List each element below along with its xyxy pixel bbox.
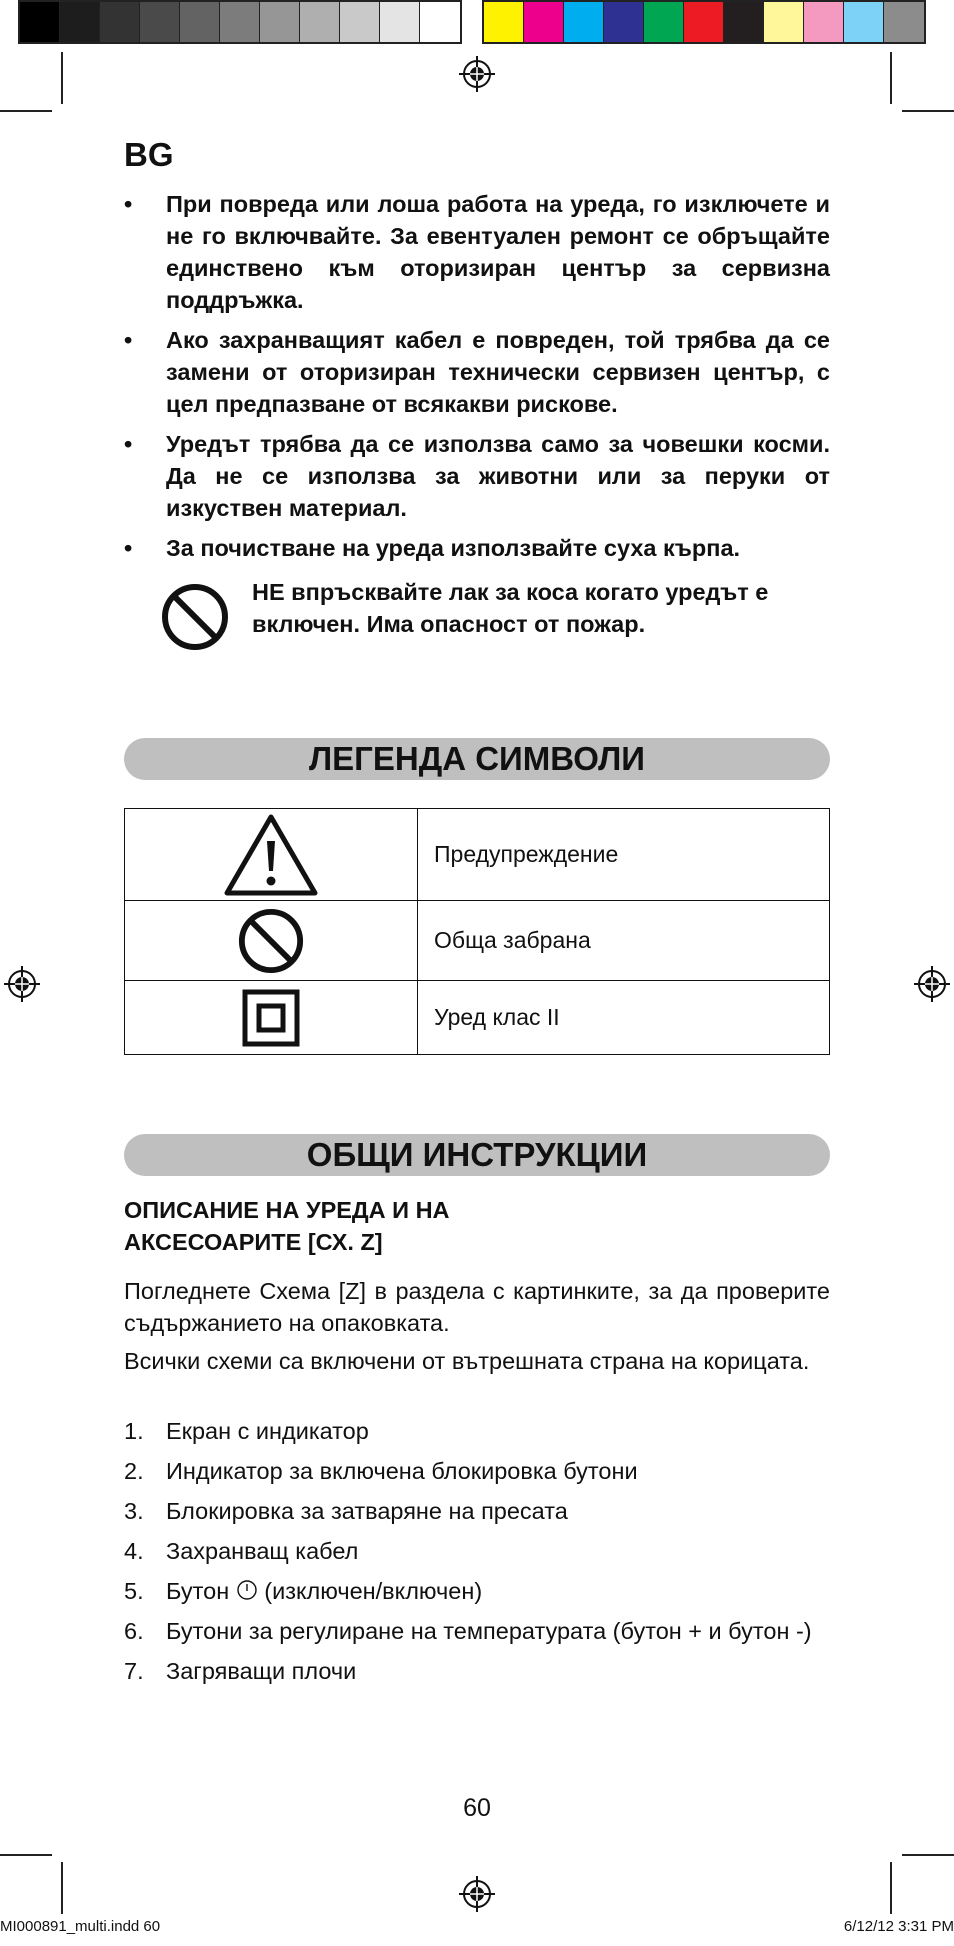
item-number: 7. bbox=[124, 1658, 144, 1684]
paragraph: Погледнете Схема [Z] в раздела с картинките, за да проверите съдържанието на опаковката. bbox=[124, 1278, 830, 1336]
table-cell-icon bbox=[125, 981, 418, 1055]
warning-text: Ако захранващият кабел е повреден, той трябва да се замени от оторизиран технически сервизен център, с цел предпазване от всякакви рискове. bbox=[166, 327, 830, 417]
item-number: 2. bbox=[124, 1458, 144, 1484]
item-text: Бутон bbox=[166, 1578, 230, 1604]
gray-swatch bbox=[100, 2, 140, 42]
date-slug: 6/12/12 3:31 PM bbox=[843, 1918, 954, 1935]
list-item bbox=[124, 1415, 830, 1447]
item-text: Бутони за регулиране на температурата (бутон + и бутон -) bbox=[166, 1618, 812, 1644]
warning-triangle-icon bbox=[223, 813, 319, 897]
list-item bbox=[124, 1655, 830, 1687]
gray-swatch bbox=[60, 2, 100, 42]
crop-mark bbox=[0, 110, 52, 112]
bullet: • bbox=[124, 191, 133, 217]
safety-warnings-list bbox=[124, 188, 830, 572]
table-cell-label: Уред клас II bbox=[418, 981, 830, 1055]
warning-text: За почистване на уреда използвайте суха кърпа. bbox=[166, 535, 741, 561]
heading-line: АКСЕСОАРИТЕ [СХ. Z] bbox=[124, 1229, 383, 1255]
color-swatch bbox=[644, 2, 684, 42]
registration-mark-icon bbox=[914, 966, 950, 1002]
color-swatch bbox=[884, 2, 924, 42]
prohibition-icon bbox=[160, 582, 230, 652]
gray-swatch bbox=[340, 2, 380, 42]
gray-color-bar bbox=[18, 0, 462, 44]
prohibition-icon bbox=[237, 907, 305, 975]
table-cell-icon bbox=[125, 809, 418, 901]
crop-mark bbox=[902, 110, 954, 112]
registration-mark-icon bbox=[459, 56, 495, 92]
heading-line: ОПИСАНИЕ НА УРЕДА И НА bbox=[124, 1197, 450, 1223]
gray-swatch bbox=[260, 2, 300, 42]
color-swatch bbox=[844, 2, 884, 42]
list-item bbox=[124, 532, 830, 564]
gray-swatch bbox=[300, 2, 340, 42]
legend-section-title: ЛЕГЕНДА СИМВОЛИ bbox=[124, 738, 830, 780]
bullet: • bbox=[124, 431, 133, 457]
process-color-bar bbox=[482, 0, 926, 44]
item-text: Екран с индикатор bbox=[166, 1418, 369, 1444]
crop-mark bbox=[0, 1854, 52, 1856]
crop-mark bbox=[61, 1862, 63, 1914]
color-swatch bbox=[804, 2, 844, 42]
device-description-heading bbox=[124, 1194, 624, 1258]
item-text: Загряващи плочи bbox=[166, 1658, 357, 1684]
item-number: 1. bbox=[124, 1418, 144, 1444]
table-cell-label: Предупреждение bbox=[418, 809, 830, 901]
file-slug: MI000891_multi.indd 60 bbox=[0, 1918, 161, 1935]
bullet: • bbox=[124, 327, 133, 353]
item-number: 5. bbox=[124, 1578, 144, 1604]
table-row bbox=[125, 901, 830, 981]
color-swatch bbox=[524, 2, 564, 42]
gray-swatch bbox=[20, 2, 60, 42]
prohibition-note-text: НЕ впръсквайте лак за коса когато уредът е включен. Има опасност от пожар. bbox=[252, 579, 769, 637]
registration-mark-icon bbox=[4, 966, 40, 1002]
item-text: Блокировка за затваряне на пресата bbox=[166, 1498, 568, 1524]
item-number: 3. bbox=[124, 1498, 144, 1524]
table-row bbox=[125, 981, 830, 1055]
instructions-section-title: ОБЩИ ИНСТРУКЦИИ bbox=[124, 1134, 830, 1176]
color-swatch bbox=[684, 2, 724, 42]
crop-mark bbox=[61, 52, 63, 104]
color-swatch bbox=[764, 2, 804, 42]
item-text: Индикатор за включена блокировка бутони bbox=[166, 1458, 638, 1484]
warning-text: При повреда или лоша работа на уреда, го изключете и не го включвайте. За евентуален ремонт се обръщайте единствено към оторизиран център за сервизна поддръжка. bbox=[166, 191, 830, 313]
gray-swatch bbox=[140, 2, 180, 42]
table-row bbox=[125, 809, 830, 901]
color-swatch bbox=[484, 2, 524, 42]
color-swatch bbox=[564, 2, 604, 42]
color-swatch bbox=[724, 2, 764, 42]
list-item bbox=[124, 1575, 830, 1607]
registration-mark-icon bbox=[459, 1876, 495, 1912]
power-icon bbox=[236, 1579, 258, 1601]
paragraph: Всички схеми са включени от вътрешната страна на корицата. bbox=[124, 1348, 810, 1374]
table-cell-icon bbox=[125, 901, 418, 981]
list-item bbox=[124, 1535, 830, 1567]
crop-mark bbox=[890, 1862, 892, 1914]
crop-mark bbox=[902, 1854, 954, 1856]
list-item bbox=[124, 324, 830, 420]
item-number: 6. bbox=[124, 1618, 144, 1644]
parts-list bbox=[124, 1415, 830, 1695]
list-item bbox=[124, 1495, 830, 1527]
symbols-legend-table bbox=[124, 808, 830, 1055]
page-number: 60 bbox=[463, 1794, 491, 1822]
language-heading: BG bbox=[124, 136, 174, 173]
class-ii-icon bbox=[242, 989, 300, 1047]
list-item bbox=[124, 188, 830, 316]
gray-swatch bbox=[220, 2, 260, 42]
bullet: • bbox=[124, 535, 133, 561]
list-item bbox=[124, 1615, 830, 1647]
gray-swatch bbox=[180, 2, 220, 42]
item-number: 4. bbox=[124, 1538, 144, 1564]
item-text: Захранващ кабел bbox=[166, 1538, 359, 1564]
table-cell-label: Обща забрана bbox=[418, 901, 830, 981]
crop-mark bbox=[890, 52, 892, 104]
gray-swatch bbox=[380, 2, 420, 42]
list-item bbox=[124, 1455, 830, 1487]
warning-text: Уредът трябва да се използва само за човешки косми. Да не се използва за животни или за перуки от изкуствен материал. bbox=[166, 431, 830, 521]
gray-swatch bbox=[420, 2, 460, 42]
color-swatch bbox=[604, 2, 644, 42]
item-text: (изключен/включен) bbox=[264, 1578, 483, 1604]
list-item bbox=[124, 428, 830, 524]
